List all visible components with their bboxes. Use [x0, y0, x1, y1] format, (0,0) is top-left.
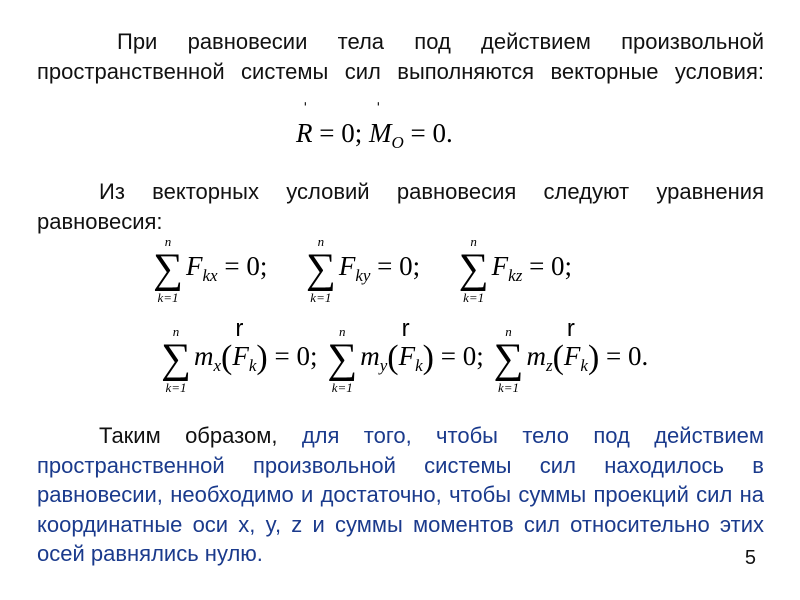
vector-mark-R: ˈ [302, 100, 309, 122]
sum-symbol: n ∑ k=1 [327, 324, 358, 395]
conclusion-statement: для того, чтобы тело под действием пространственной произвольной системы сил находилось в равновесии, необходимо и достаточно, чтобы суммы проекций сил на координатные оси x, y, z и суммы моментов сил относительно этих осей равнялись нулю. [37, 423, 764, 566]
vector-F: r F [232, 315, 249, 372]
sum-symbol: n ∑ k=1 [493, 324, 524, 395]
sum-symbol: n ∑ k=1 [305, 234, 336, 305]
vector-mark-M: ˈ [374, 100, 382, 122]
formula-part-2: = 0. [403, 118, 453, 148]
vector-R: ˈ R [296, 100, 313, 148]
vector-F: r F [563, 315, 581, 372]
sum-symbol: n ∑ k=1 [161, 324, 191, 395]
paragraph-equilibrium-conditions: При равновесии тела под действием произвольной пространственной системы сил выполняются векторные условия: [37, 29, 764, 84]
vector-F: r F [398, 315, 416, 372]
page-number: 5 [744, 547, 756, 569]
formula-part-1: = 0; [312, 118, 369, 148]
moment-sum-equations: n ∑ k=1 $m_x$( r $F_k) = 0$; n ∑ k=1 $m_y$( r $F_k) = 0$; n ∑ k=1 $m_z$( r $F_k) = 0$. [158, 338, 648, 380]
paragraph-equilibrium-equations: Из векторных условий равновесия следуют уравнения равновесия: [37, 179, 764, 234]
vector-M: ˈ M [368, 100, 392, 148]
sum-symbol: n ∑ k=1 [153, 234, 183, 305]
subscript-O: O [391, 133, 404, 152]
sum-symbol: n ∑ k=1 [458, 234, 489, 305]
conclusion-intro: Таким образом, [99, 423, 278, 448]
vector-equilibrium-formula [296, 100, 453, 152]
force-sum-equations: n ∑ k=1 $F_{kx} = 0$; n ∑ k=1 $F_{ky} = 0$; n ∑ k=1 $F_{kz} = 0$; [150, 248, 572, 290]
paragraph-conclusion [37, 421, 764, 569]
